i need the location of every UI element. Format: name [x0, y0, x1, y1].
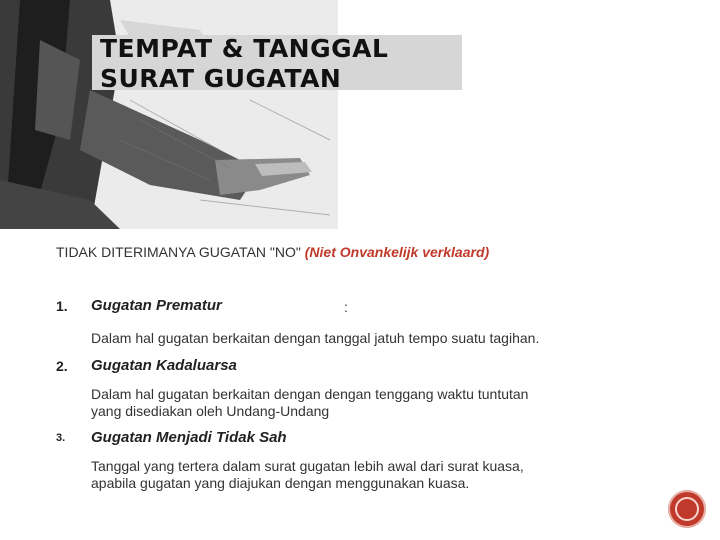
circle-ring-icon	[675, 497, 699, 521]
item-3-number: 3.	[56, 432, 66, 444]
item-1-number: 1.	[56, 298, 68, 314]
slide-title-line1: TEMPAT & TANGGAL	[100, 34, 389, 63]
item-2-description	[91, 386, 651, 420]
item-2-description-line2: yang disediakan oleh Undang-Undang	[91, 403, 330, 419]
heading-emphasis: (Niet Onvankelijk verklaard)	[304, 244, 490, 260]
item-1-title: Gugatan Prematur	[91, 297, 222, 314]
item-2-title: Gugatan Kadaluarsa	[91, 357, 237, 374]
heading-prefix: TIDAK DITERIMANYA GUGATAN "NO"	[56, 244, 301, 260]
item-2-number: 2.	[56, 358, 68, 374]
slide-title	[100, 34, 388, 94]
item-3-description-line1: Tanggal yang tertera dalam surat gugatan lebih awal dari surat kuasa,	[91, 458, 524, 474]
circle-nav-icon[interactable]	[668, 490, 706, 528]
slide-title-line2: SURAT GUGATAN	[100, 64, 342, 93]
section-heading	[56, 244, 489, 260]
item-3-description-line2: apabila gugatan yang diajukan dengan menggunakan kuasa.	[91, 475, 470, 491]
item-1-description: Dalam hal gugatan berkaitan dengan tanggal jatuh tempo suatu tagihan.	[91, 330, 540, 346]
item-3-title: Gugatan Menjadi Tidak Sah	[91, 429, 287, 446]
item-2-description-line1: Dalam hal gugatan berkaitan dengan dengan tenggang waktu tuntutan	[91, 386, 529, 402]
item-3-description	[91, 458, 651, 492]
item-1-colon: :	[344, 299, 348, 315]
